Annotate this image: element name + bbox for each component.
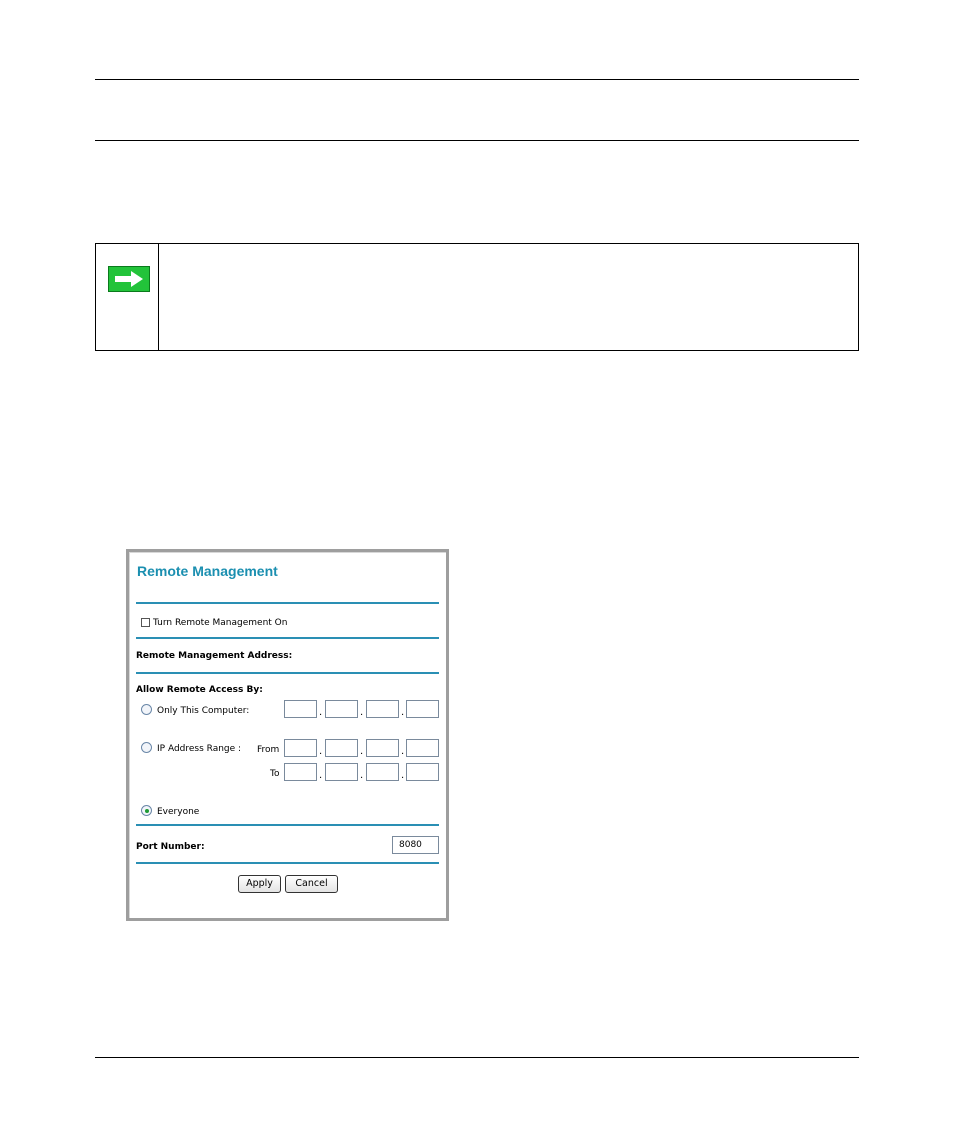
only-this-computer-radio[interactable] <box>141 704 152 715</box>
to-ip-octet-1[interactable] <box>284 763 317 781</box>
ip-dot: . <box>319 746 323 757</box>
panel-title: Remote Management <box>137 563 278 579</box>
separator <box>136 862 439 864</box>
note-icon-cell <box>96 244 159 350</box>
to-ip-octet-2[interactable] <box>325 763 358 781</box>
everyone-radio[interactable] <box>141 805 152 816</box>
ip-dot: . <box>360 746 364 757</box>
ip-dot: . <box>401 746 405 757</box>
separator <box>136 824 439 826</box>
ip-dot: . <box>319 707 323 718</box>
footer-rule <box>95 1057 859 1058</box>
header-rule-bottom <box>95 140 859 141</box>
from-ip-octet-1[interactable] <box>284 739 317 757</box>
turn-on-checkbox[interactable] <box>141 618 150 627</box>
only-ip-octet-1[interactable] <box>284 700 317 718</box>
port-number-label: Port Number: <box>136 842 205 852</box>
ip-dot: . <box>360 707 364 718</box>
to-ip-octet-3[interactable] <box>366 763 399 781</box>
ip-range-label: IP Address Range : <box>157 744 242 754</box>
from-ip-octet-4[interactable] <box>406 739 439 757</box>
apply-button[interactable]: Apply <box>238 875 281 893</box>
separator <box>136 672 439 674</box>
arrow-right-icon <box>108 266 150 292</box>
separator <box>136 602 439 604</box>
only-ip-octet-3[interactable] <box>366 700 399 718</box>
from-ip-octet-3[interactable] <box>366 739 399 757</box>
from-label: From <box>257 745 280 755</box>
everyone-label: Everyone <box>157 807 200 817</box>
turn-on-label: Turn Remote Management On <box>153 618 288 628</box>
only-ip-octet-2[interactable] <box>325 700 358 718</box>
ip-dot: . <box>401 770 405 781</box>
ip-dot: . <box>319 770 323 781</box>
remote-management-panel <box>126 549 449 921</box>
from-ip-octet-2[interactable] <box>325 739 358 757</box>
ip-range-radio[interactable] <box>141 742 152 753</box>
address-label: Remote Management Address: <box>136 651 293 661</box>
header-rule-top <box>95 79 859 80</box>
note-box <box>95 243 859 351</box>
only-this-computer-label: Only This Computer: <box>157 706 250 716</box>
to-label: To <box>270 769 280 779</box>
separator <box>136 637 439 639</box>
to-ip-octet-4[interactable] <box>406 763 439 781</box>
ip-dot: . <box>360 770 364 781</box>
cancel-button[interactable]: Cancel <box>285 875 338 893</box>
ip-dot: . <box>401 707 405 718</box>
only-ip-octet-4[interactable] <box>406 700 439 718</box>
allow-access-label: Allow Remote Access By: <box>136 685 263 695</box>
port-number-input[interactable]: 8080 <box>392 836 439 854</box>
